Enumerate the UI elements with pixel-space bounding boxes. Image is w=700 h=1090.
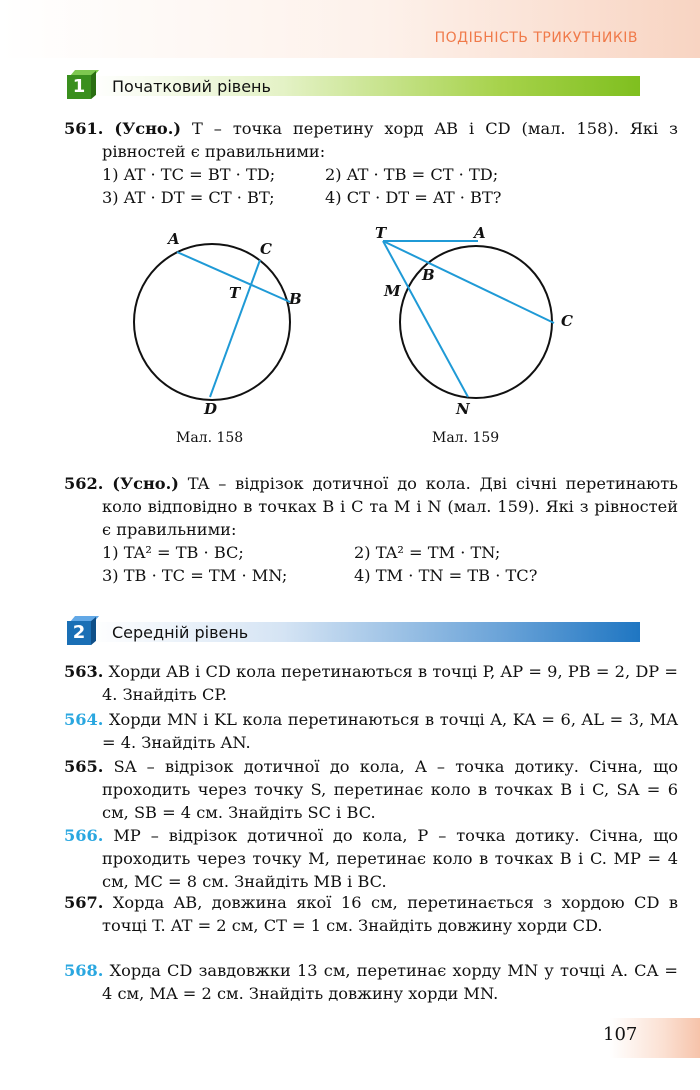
problem-number: 561. bbox=[64, 119, 104, 138]
running-head-bar bbox=[0, 0, 700, 58]
problem-text: Хорди MN і KL кола перетинаються в точці A, KA = 6, AL = 3, MA = 4. Знайдіть AN. bbox=[102, 710, 678, 752]
level-title: Початковий рівень bbox=[112, 77, 271, 96]
point-c-label: C bbox=[561, 312, 573, 330]
point-t-label: T bbox=[229, 284, 241, 302]
option-3: 3) TB · TC = TM · MN; bbox=[102, 566, 288, 585]
problem-text: Хорди AB і CD кола перетинаються в точці P, AP = 9, PB = 2, DP = 4. Знайдіть CP. bbox=[102, 662, 678, 704]
problem-note: (Усно.) bbox=[114, 119, 182, 138]
problem-563 bbox=[64, 661, 678, 707]
level-header-intermediate bbox=[64, 620, 640, 644]
problem-text: MP – відрізок дотичної до кола, P – точка дотику. Січна, що проходить через точку M, перетинає коло в точках B і C. MP = 4 см, MC = 8 см. Знайдіть MB і BC. bbox=[102, 826, 678, 891]
option-1: 1) AT · TC = BT · TD; bbox=[102, 165, 276, 184]
level-title: Середній рівень bbox=[112, 623, 249, 642]
problem-text: Хорда CD завдовжки 13 см, перетинає хорду MN у точці A. CA = 4 см, MA = 2 см. Знайдіть довжину хорди MN. bbox=[102, 961, 678, 1003]
chord-cd bbox=[210, 260, 260, 397]
problem-number: 565. bbox=[64, 757, 104, 776]
option-4: 4) TM · TN = TB · TC? bbox=[354, 566, 538, 585]
problem-number: 566. bbox=[64, 826, 104, 845]
option-4: 4) CT · DT = AT · BT? bbox=[325, 188, 502, 207]
problem-567 bbox=[64, 892, 678, 938]
problem-566 bbox=[64, 825, 678, 893]
problem-text: SA – відрізок дотичної до кола, A – точка дотику. Січна, що проходить через точку S, перетинає коло в точках B і C, SA = 6 см, SB = 4 см. Знайдіть SC і BC. bbox=[102, 757, 678, 822]
problem-562 bbox=[64, 473, 678, 541]
problem-564 bbox=[64, 709, 678, 755]
level-cube-icon: 1 bbox=[64, 70, 96, 102]
problem-text: Хорда AB, довжина якої 16 см, перетинається з хордою CD в точці T. AT = 2 см, CT = 1 см. Знайдіть довжину хорди CD. bbox=[102, 893, 678, 935]
problem-number: 563. bbox=[64, 662, 104, 681]
problem-number: 568. bbox=[64, 961, 104, 980]
running-head: ПОДІБНІСТЬ ТРИКУТНИКІВ bbox=[434, 30, 638, 46]
problem-number: 562. bbox=[64, 474, 104, 493]
option-2: 2) TA² = TM · TN; bbox=[354, 543, 501, 562]
problem-561 bbox=[64, 118, 678, 164]
point-d-label: D bbox=[204, 400, 218, 418]
point-t-label: T bbox=[375, 224, 387, 242]
point-a-label: A bbox=[474, 224, 486, 242]
point-m-label: M bbox=[384, 282, 401, 300]
point-n-label: N bbox=[456, 400, 470, 418]
option-3: 3) AT · DT = CT · BT; bbox=[102, 188, 275, 207]
level-header-initial bbox=[64, 74, 640, 98]
point-b-label: B bbox=[422, 266, 435, 284]
option-1: 1) TA² = TB · BC; bbox=[102, 543, 244, 562]
problem-text: TA – відрізок дотичної до кола. Дві січні перетинають коло відповідно в точках B і C та M і N (мал. 159). Які з рівностей є правильними: bbox=[102, 474, 678, 539]
figure-158 bbox=[120, 224, 310, 424]
page-number: 107 bbox=[603, 1024, 638, 1045]
problem-number: 567. bbox=[64, 893, 104, 912]
problem-note: (Усно.) bbox=[112, 474, 179, 493]
option-2: 2) AT · TB = CT · TD; bbox=[325, 165, 499, 184]
point-c-label: C bbox=[260, 240, 272, 258]
problem-number: 564. bbox=[64, 710, 104, 729]
figure-159 bbox=[368, 222, 588, 422]
point-a-label: A bbox=[168, 230, 180, 248]
level-cube-icon: 2 bbox=[64, 616, 96, 648]
figure-159-caption: Мал. 159 bbox=[432, 430, 500, 446]
problem-text: T – точка перетину хорд AB і CD (мал. 158). Які з рівностей є правильними: bbox=[102, 119, 678, 161]
secant-tc bbox=[383, 241, 554, 323]
problem-568 bbox=[64, 960, 678, 1006]
problem-565 bbox=[64, 756, 678, 824]
point-b-label: B bbox=[289, 290, 302, 308]
figure-158-caption: Мал. 158 bbox=[176, 430, 244, 446]
